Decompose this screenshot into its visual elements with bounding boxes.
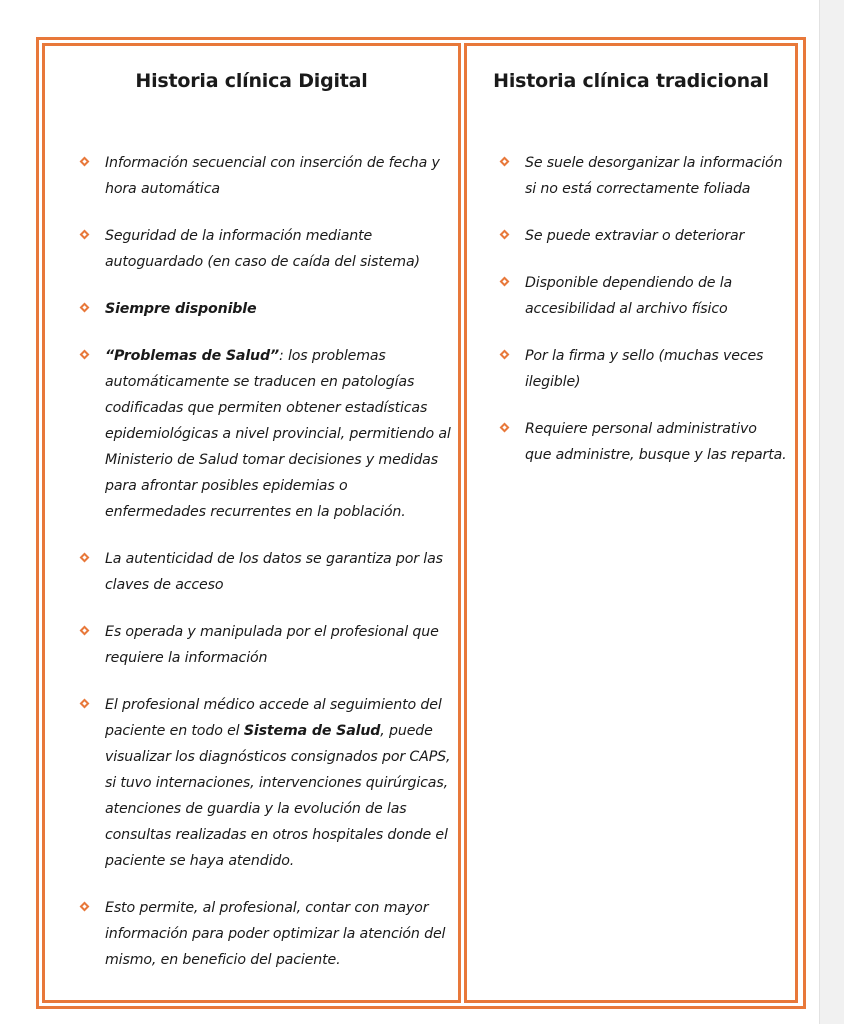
list-item: [499, 343, 789, 395]
item-text: Seguridad de la información mediante autoguardado (en caso de caída del sistema): [105, 228, 420, 270]
item-text: La autenticidad de los datos se garantiza por las claves de acceso: [105, 551, 443, 593]
diamond-bullet-icon: [499, 422, 511, 434]
diamond-bullet-icon: [79, 349, 91, 361]
item-text: Por la firma y sello (muchas veces ilegible): [525, 348, 764, 390]
diamond-bullet-icon: [499, 156, 511, 168]
list-item: [79, 296, 452, 322]
list-item: [79, 895, 452, 973]
diamond-bullet-icon: [79, 229, 91, 241]
list-item: [79, 546, 452, 598]
digital-column: [42, 43, 461, 1003]
item-text: Requiere personal administrativo que administre, busque y las reparta.: [525, 421, 787, 463]
diamond-bullet-icon: [499, 229, 511, 241]
diamond-bullet-icon: [79, 901, 91, 913]
list-item: [499, 223, 789, 249]
comparison-table: [36, 37, 806, 1009]
item-text: El profesional médico accede al seguimiento del paciente en todo el Sistema de Salud, puede visualizar los diagnósticos consignados por CAPS, si tuvo internaciones, intervenciones quirúrgicas, atenciones de guardia y la evolución de las consultas realizadas en otros hospitales donde el paciente se haya atendido.: [105, 697, 451, 869]
diamond-bullet-icon: [79, 302, 91, 314]
diamond-bullet-icon: [499, 349, 511, 361]
item-text: “Problemas de Salud”: los problemas automáticamente se traducen en patologías codificadas que permiten obtener estadísticas epidemiológicas a nivel provincial, permitiendo al Ministerio de Salud tomar decisiones y medidas para afrontar posibles epidemias o enfermedades recurrentes en la población.: [105, 348, 451, 520]
list-item: [499, 150, 789, 202]
item-text: Esto permite, al profesional, contar con mayor información para poder optimizar la atención del mismo, en beneficio del paciente.: [105, 900, 446, 968]
scrollbar-track[interactable]: [819, 0, 844, 1024]
diamond-bullet-icon: [79, 552, 91, 564]
diamond-bullet-icon: [79, 698, 91, 710]
diamond-bullet-icon: [79, 156, 91, 168]
traditional-column: [464, 43, 798, 1003]
list-item: [79, 343, 452, 525]
traditional-column-title: Historia clínica tradicional: [493, 70, 769, 92]
list-item: [499, 416, 789, 468]
item-text: Es operada y manipulada por el profesional que requiere la información: [105, 624, 439, 666]
list-item: [499, 270, 789, 322]
item-text: Disponible dependiendo de la accesibilidad al archivo físico: [525, 275, 733, 317]
list-item: [79, 692, 452, 874]
item-text: Información secuencial con inserción de fecha y hora automática: [105, 155, 440, 197]
item-text: Siempre disponible: [105, 301, 257, 317]
list-item: [79, 223, 452, 275]
item-text: Se puede extraviar o deteriorar: [525, 228, 745, 244]
list-item: [79, 619, 452, 671]
digital-column-title: Historia clínica Digital: [135, 70, 368, 92]
traditional-list: [467, 150, 795, 468]
list-item: [79, 150, 452, 202]
diamond-bullet-icon: [79, 625, 91, 637]
item-text: Se suele desorganizar la información si no está correctamente foliada: [525, 155, 783, 197]
diamond-bullet-icon: [499, 276, 511, 288]
digital-list: [45, 150, 458, 973]
